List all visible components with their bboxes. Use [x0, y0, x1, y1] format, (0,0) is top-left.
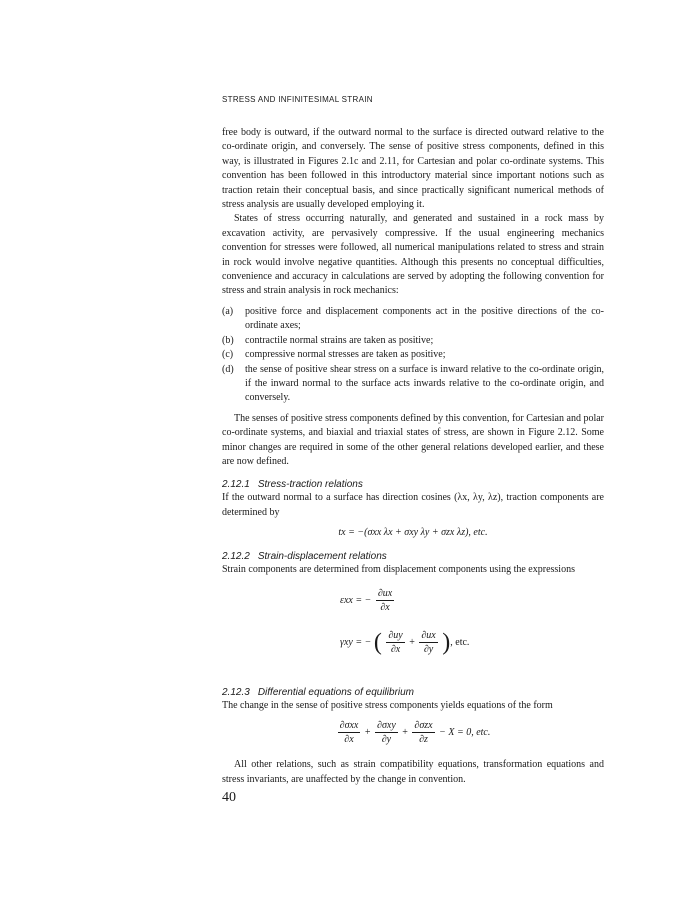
section-number: 2.12.3 — [222, 686, 250, 698]
paragraph-4: All other relations, such as strain compatibility equations, transformation equations and stress invariants, are unaffected by the change in convention. — [222, 759, 604, 785]
eq-lhs: γxy = − — [340, 636, 372, 648]
numerator: ∂σxy — [377, 720, 396, 732]
equation-shear-strain: γxy = − ( $\frac{\partial uy}{\partial x}$ + $\frac{\partial ux}{\partial y}$ ), etc. — [340, 629, 470, 656]
denominator: ∂x — [344, 734, 354, 746]
list-item — [222, 305, 604, 334]
list-label: (d) — [222, 363, 234, 375]
denominator: ∂x — [390, 643, 401, 655]
convention-list — [222, 305, 604, 406]
list-text: the sense of positive shear stress on a surface is inward relative to the co-ordinate origin, if the inward normal to the surface acts inwards relative to the co-ordinate origin, and conversely. — [245, 363, 604, 404]
list-text: contractile normal strains are taken as positive; — [245, 334, 434, 346]
paragraph-3: The senses of positive stress components defined by this convention, for Cartesian and polar co-ordinate systems, and biaxial and triaxial states of stress, are shown in Figure 2.12. Some minor changes are required in some of the other general relations developed earlier, and these are now defined. — [222, 412, 604, 467]
fraction — [412, 719, 434, 746]
page-number: 40 — [222, 790, 236, 805]
denominator: ∂y — [423, 643, 434, 655]
eq-lhs: εxx = − — [340, 594, 372, 606]
list-label: (a) — [222, 305, 234, 317]
eq-tail: − X = 0, etc. — [439, 727, 491, 739]
plus-sign: + — [409, 636, 415, 648]
equation-normal-strain — [340, 587, 396, 614]
paragraph-2: States of stress occurring naturally, and generated and sustained in a rock mass by excavation activity, are pervasively compressive. If the usual engineering mechanics convention for stresses were followed, all numerical manipulations related to stress and strain in rock would involve negative quantities. Although this presents no conceptual difficulties, convenience and accuracy in calculations are served by adopting the following convention for stress and strain analysis in rock mechanics: — [222, 213, 604, 297]
section-heading-2-12-2 — [222, 550, 604, 563]
list-item — [222, 363, 604, 406]
section-3-text: The change in the sense of positive stress components yields equations of the form — [222, 699, 553, 711]
list-item — [222, 348, 604, 362]
paragraph-1: free body is outward, if the outward normal to the surface is directed outward relative to the co-ordinate origin, and conversely. The sense of positive stress components, defined in this way, is illustrated in Figures 2.1c and 2.11, for Cartesian and polar co-ordinate systems. This convention has been followed in this introductory material since important notions such as traction retain their conceptual basis, and since practically significant numerical methods of stress analysis are usually developed employing it. — [222, 127, 604, 211]
fraction — [338, 719, 361, 746]
body-text — [222, 126, 604, 787]
equation-strain-block — [222, 581, 604, 677]
section-number: 2.12.2 — [222, 550, 250, 562]
denominator: ∂z — [419, 734, 428, 746]
numerator: ∂ux — [421, 629, 436, 641]
section-1-text: If the outward normal to a surface has direction cosines (λx, λy, λz), traction components are determined by — [222, 492, 604, 518]
fraction — [386, 629, 404, 656]
section-heading-2-12-1 — [222, 478, 604, 491]
equation-traction: tx = −(σxx λx + σxy λy + σzx λz), etc. — [338, 527, 488, 539]
section-title: Stress-traction relations — [257, 479, 363, 491]
fraction — [419, 629, 437, 656]
section-number: 2.12.1 — [222, 479, 250, 491]
section-2-text: Strain components are determined from displacement components using the expressions — [222, 563, 575, 575]
list-text: positive force and displacement components act in the positive directions of the co-ordinate axes; — [245, 305, 604, 332]
fraction — [375, 719, 398, 746]
eq-tail: , etc. — [450, 636, 470, 648]
equation-equilibrium: $\frac{\text{∂σxx}}{\partial x}$ + $\frac{\text{∂σxy}}{\partial y}$ + $\frac{\text{∂σzx}}{\partial z}$ − X = 0, etc. — [339, 720, 491, 746]
list-label: (c) — [222, 349, 234, 361]
list-label: (b) — [222, 334, 234, 346]
section-heading-2-12-3 — [222, 686, 604, 699]
numerator: ∂σxx — [339, 720, 359, 732]
numerator: ∂σzx — [414, 720, 433, 732]
numerator: ∂uy — [388, 629, 403, 641]
list-text: compressive normal stresses are taken as positive; — [245, 349, 446, 361]
section-title: Strain-displacement relations — [257, 550, 387, 562]
running-head: STRESS AND INFINITESIMAL STRAIN — [222, 95, 373, 104]
numerator: ∂ux — [377, 587, 393, 599]
denominator: ∂x — [380, 601, 390, 613]
list-item — [222, 334, 604, 348]
section-title: Differential equations of equilibrium — [257, 686, 415, 698]
denominator: ∂y — [381, 734, 392, 746]
fraction — [376, 587, 394, 614]
